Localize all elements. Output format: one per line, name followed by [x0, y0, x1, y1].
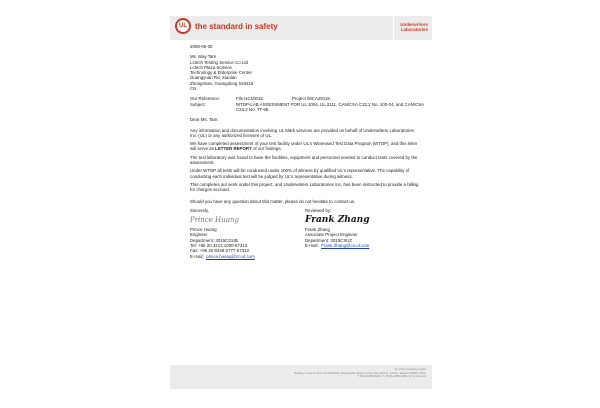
paragraph-text: We have completed assessment of your test facility under UL's Witnessed Test Data Program (WTDP), and this letter will serve as	[190, 141, 418, 152]
footer-company: UL-CCIC Company Limited	[394, 368, 426, 371]
reference-file: File NC10015	[236, 96, 263, 102]
brand-name	[400, 22, 428, 32]
signer-email-row	[305, 243, 425, 248]
letter-page	[170, 0, 432, 408]
email-label: E-mail:	[305, 243, 319, 249]
email-link[interactable]: Frank.Zhang@cn.ul.com	[321, 243, 370, 249]
signer-name: Prince Huang	[190, 227, 217, 233]
footer-text	[176, 368, 426, 379]
signer-title: Engineer	[190, 232, 208, 238]
paragraph: Any information and documentation involving UL Mark services are provided on behalf of Underwriters Laboratories Inc. (UL) or any authorized licensee of UL.	[190, 127, 414, 138]
letter-body	[190, 44, 425, 259]
letter-date: 2008-06-30	[190, 44, 213, 49]
letter-report-bold: LETTER REPORT	[215, 146, 252, 152]
paragraph: Under WTDP all tests will be conducted under 100% of witness by qualified UL's representative. The capability of conducting each individual test will be judged by UL's representative during witness.	[190, 168, 410, 179]
paragraph: Should you have any question about this matter, please do not hesitate to contact us.	[190, 198, 356, 204]
paragraph: This completes our work under this project, and Underwriters Laboratories Inc. has been instructed to provide a billing for charges accrued.	[190, 181, 419, 193]
email-link[interactable]: prince.huang@cn.ul.com	[206, 253, 255, 259]
email-label: E-mail:	[190, 253, 204, 259]
greeting: Dear Ms. Tam:	[190, 117, 219, 123]
reference-block	[190, 96, 425, 112]
recipient-line: Guangyuan Rd, Xiaolan	[190, 75, 237, 81]
brand-box	[393, 16, 432, 40]
reference-project: Project 08CA29119	[292, 96, 330, 102]
paragraph: The test laboratory was found to have the facilities, equipment and personnel needed to conduct tests covered by the assessment.	[190, 154, 418, 166]
recipient-line: Lctech Plaza Science	[190, 64, 232, 70]
closing: Sincerely,	[190, 207, 209, 213]
signer-fax: Fax: +86 20 8348 6777-67313	[190, 248, 249, 254]
reference-label: Our Reference:	[190, 96, 221, 102]
signature-image: Prince Huang	[190, 216, 239, 225]
tagline: the standard in safety	[195, 22, 278, 31]
paragraph-tail: of our findings.	[251, 146, 282, 152]
footer-address: Building 3, New Hi-Tech Industrial Park, 98 Hengshan Road, Suzhou New District, Suzhou, Jiangsu 215009, China	[294, 371, 426, 375]
recipient-line: Ms. May Tam	[190, 54, 217, 60]
signature-block-left	[190, 208, 300, 259]
subject-text: WTDP-LAB ASSESSMENT FOR UL 1004, UL 2111, CAN/CSA C22.2 No. 100-04, and CAN/CSA C22.2 No. 77-95.	[236, 101, 424, 112]
signer-department: Department: 3015CGUB	[190, 237, 238, 243]
signer-title: Associate Project Engineer	[305, 232, 358, 238]
closing: Reviewed by:	[305, 207, 332, 213]
recipient-line: Lctech Testing Service Co Ltd	[190, 59, 249, 65]
ul-logo-icon: UL	[175, 18, 191, 34]
recipient-line: Technology & Enterprise Center	[190, 70, 252, 76]
signer-department: Department: 3015CSUZ	[305, 237, 353, 243]
signature-row	[190, 208, 425, 259]
signer-name: Frank Zhang	[305, 227, 330, 233]
footer-contact: T: 86.512.6808.6400 / F: 86.512.6808.4099 / W: ul-ccic.com	[357, 375, 426, 379]
signature-image: Frank Zhang	[305, 215, 370, 226]
brand-line-1: Underwriters	[400, 22, 428, 27]
letter-footer	[170, 365, 432, 389]
signer-tel: Tel: +86 20 3213 1000-67313	[190, 243, 248, 249]
paragraph	[190, 141, 422, 152]
recipient-line: CN	[190, 86, 197, 92]
letterhead	[170, 16, 432, 40]
recipient-address	[190, 54, 425, 91]
brand-line-2: Laboratories	[400, 27, 428, 32]
signature-block-right	[305, 208, 425, 259]
signer-email-row	[190, 254, 300, 259]
subject-label: Subject:	[190, 101, 206, 107]
recipient-line: Zhongshan, Guangdong 528415	[190, 80, 254, 86]
